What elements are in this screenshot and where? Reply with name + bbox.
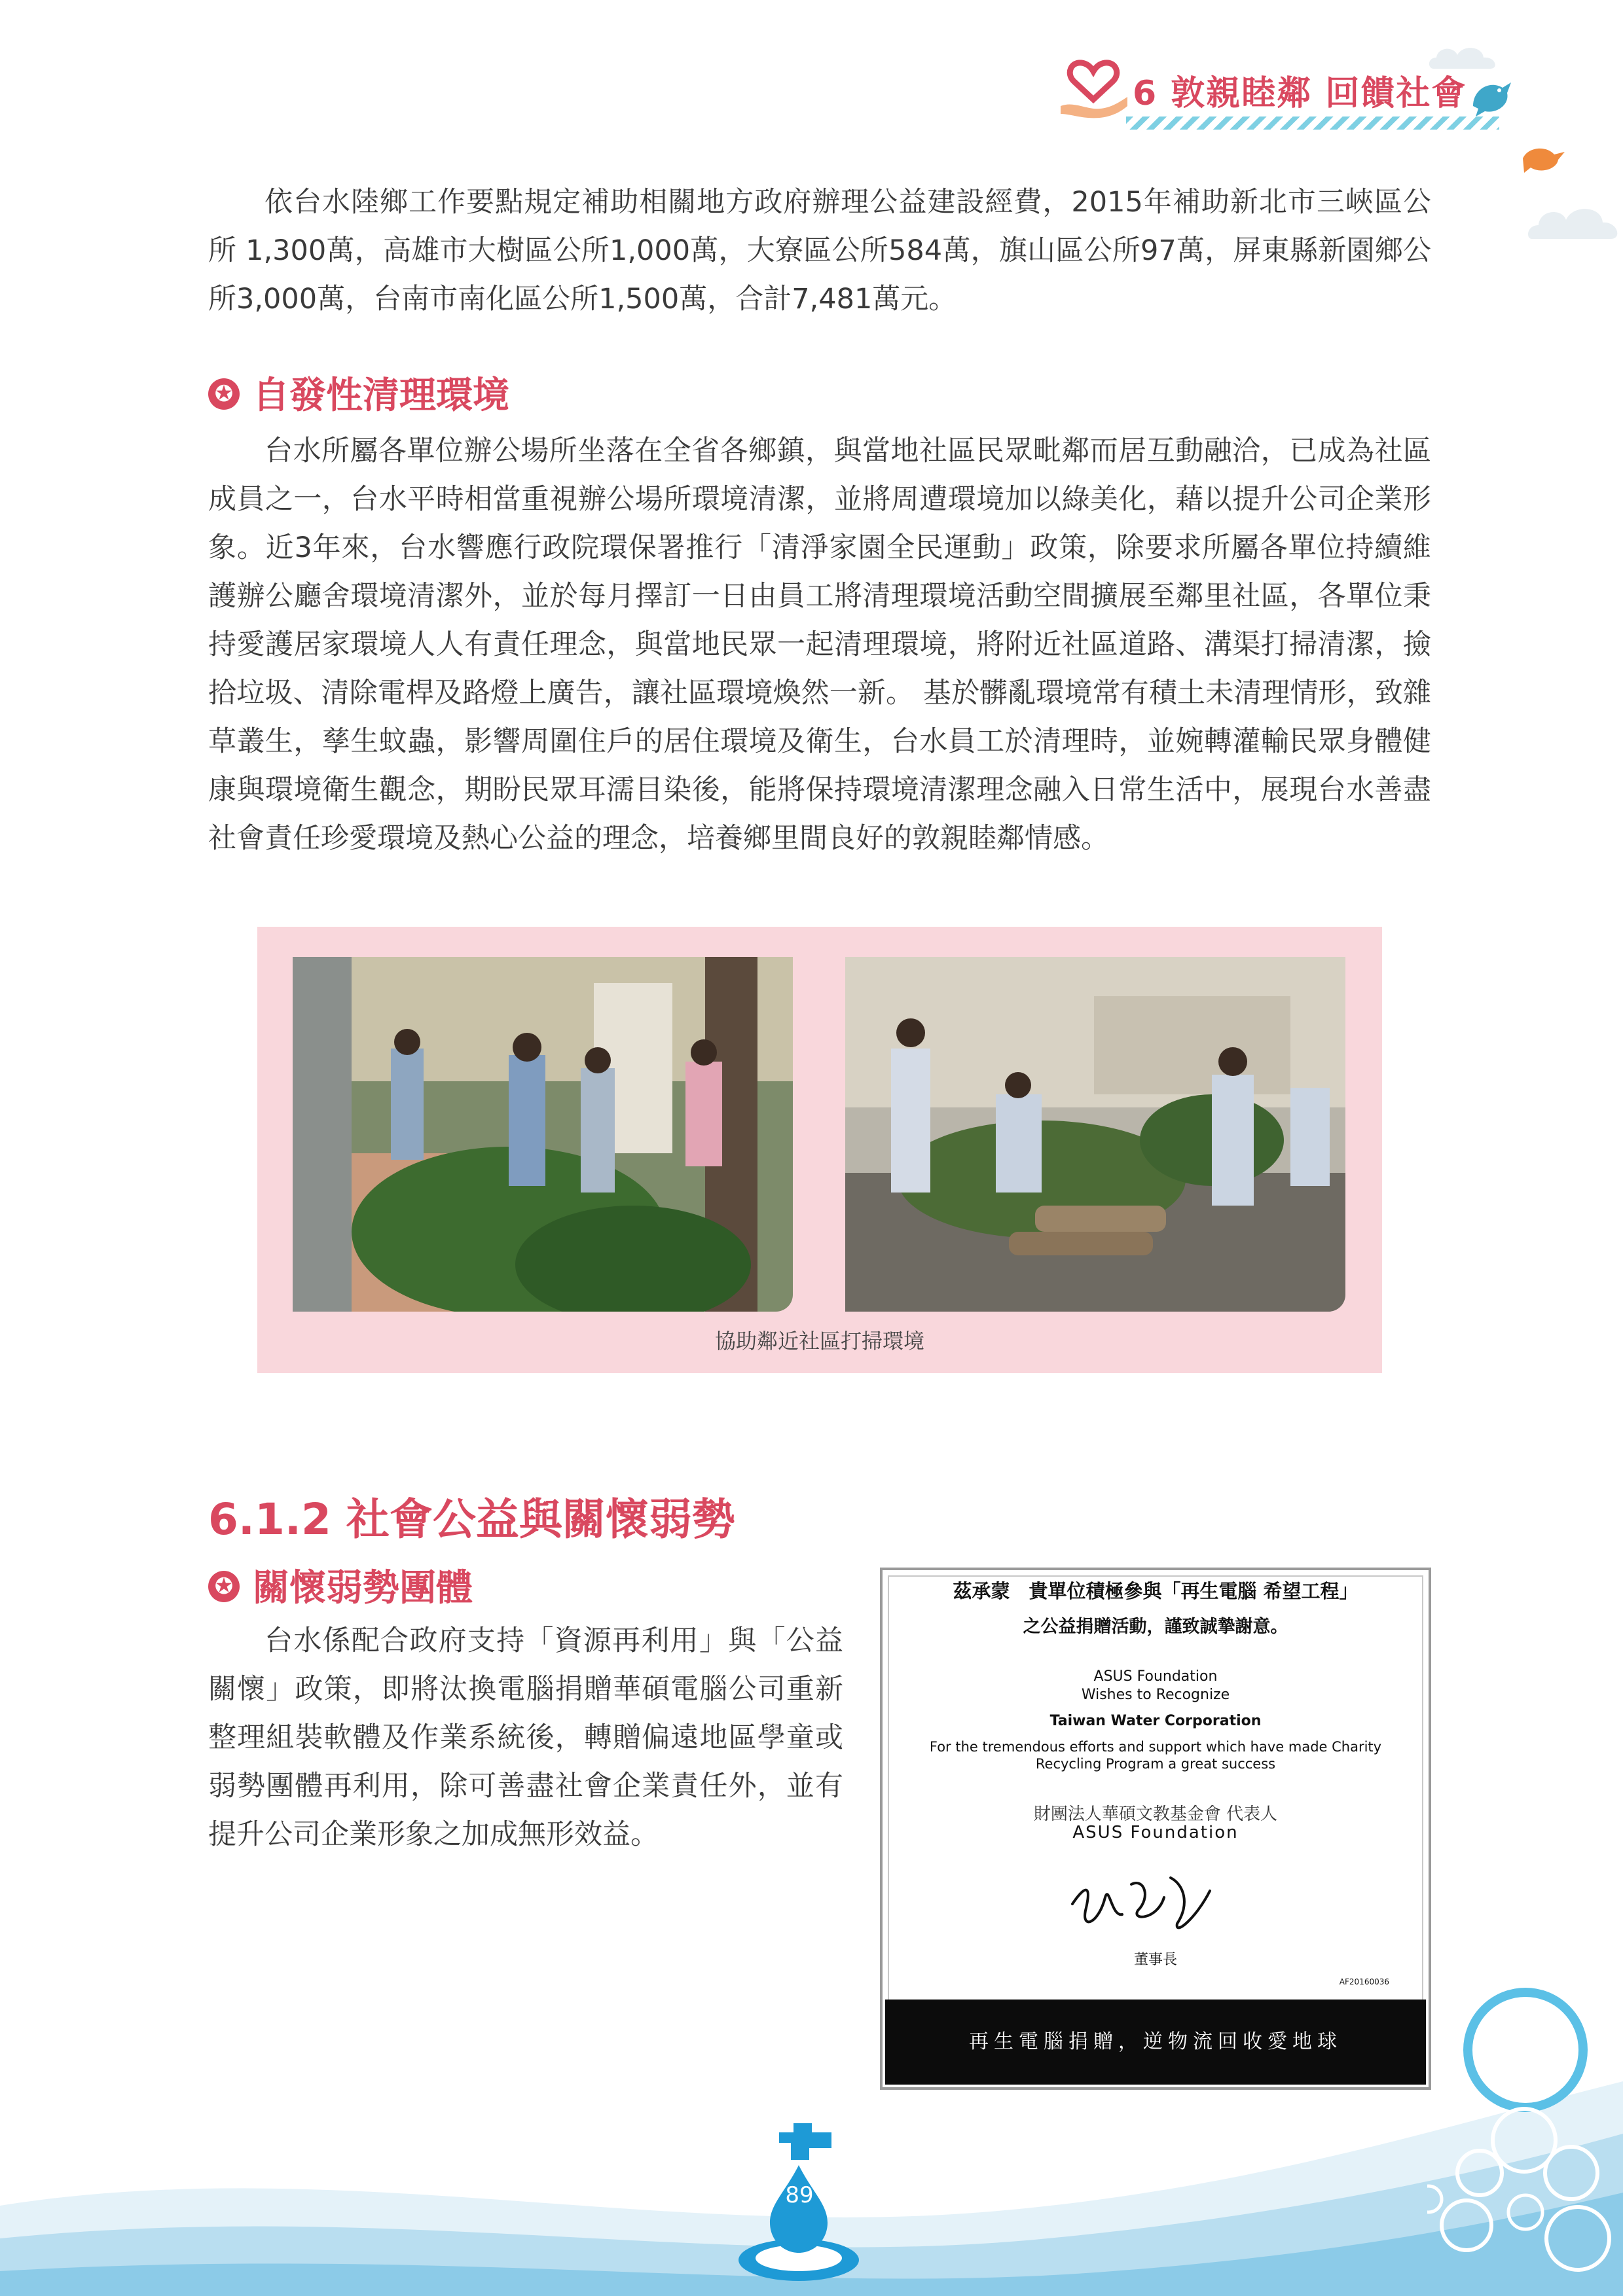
page-number: 89 [785,2182,814,2208]
orange-bird-icon [1518,139,1570,178]
blue-bird-icon [1467,73,1519,119]
cert-en-4: For the tremendous efforts and support which have made Charity [929,1739,1382,1755]
photo-clearing-logs [845,957,1345,1312]
cert-zh-org: 財團法人華碩文教基金會 代表人 [1033,1804,1278,1824]
cloud-icon [1427,39,1506,72]
chapter-title: 6 敦親睦鄰 回饋社會 [1133,74,1467,113]
cert-en-org: ASUS Foundation [1072,1823,1239,1842]
cert-en-1: ASUS Foundation [1093,1668,1218,1685]
photo-panel [257,927,1382,1373]
paragraph-cleanup: 台水所屬各單位辦公場所坐落在全省各鄉鎮，與當地社區民眾毗鄰而居互動融洽，已成為社區成員之一，台水平時相當重視辦公場所環境清潔，並將周遭環境加以綠美化，藉以提升公司企業形象。近3年來，台水響應行政院環保署推行「清淨家園全民運動」政策，除要求所屬各單位持續維護辦公廳舍環境清潔外，並於每月擇訂一日由員工將清理環境活動空間擴展至鄰里社區，各單位秉持愛護居家環境人人有責任理念，與當地民眾一起清理環境，將附近社區道路、溝渠打掃清潔，撿拾垃圾、清除電桿及路燈上廣告，讓社區環境煥然一新。 基於髒亂環境常有積土未清理情形，致雜草叢生，孳生蚊蟲，影響周圍住戶的居住環境及衛生，台水員工於清理時，並婉轉灌輸民眾身體健康與環境衛生觀念，期盼民眾耳濡目染後，能將保持環境清潔理念融入日常生活中，展現台水善盡社會責任珍愛環境及熱心公益的理念，培養鄉里間良好的敦親睦鄰情感。 [208,435,1431,855]
photo-street-sweeping [293,957,793,1312]
paragraph-subsidy: 依台水陸鄉工作要點規定補助相關地方政府辦理公益建設經費，2015年補助新北市三峽區公所 1,300萬，高雄市大樹區公所1,000萬，大寮區公所584萬，旗山區公所97萬，屏東縣新園鄉公所3,000萬，台南市南化區公所1,500萬，合計7,481萬元。 [208,186,1431,315]
cert-line-1: 茲承蒙 貴單位積極參與「再生電腦 希望工程」 [953,1580,1359,1602]
certificate-image [880,1568,1431,2090]
cert-code: AF20160036 [1339,1977,1389,1986]
cert-en-5: Recycling Program a great success [1035,1756,1276,1772]
star-icon: ✪ [208,378,240,410]
cert-line-2: 之公益捐贈活動，謹致誠摯謝意。 [1023,1617,1288,1637]
photo-caption: 協助鄰近社區打掃環境 [714,1329,924,1354]
heading-environment-cleanup [208,367,509,419]
paragraph-computer-donation: 台水係配合政府支持「資源再利用」與「公益關懷」政策，即將汰換電腦捐贈華碩電腦公司重新整理組裝軟體及作業系統後，轉贈偏遠地區學童或弱勢團體再利用，除可善盡社會企業責任外，並有提升公司企業形象之加成無形效益。 [208,1624,843,1851]
heart-hand-icon [1054,54,1133,126]
signature [1059,1858,1230,1943]
heading-text: 自發性清理環境 [253,374,509,417]
cert-en-3: Taiwan Water Corporation [1049,1713,1262,1729]
section-title: 6.1.2 社會公益與關懷弱勢 [208,1494,735,1545]
header-stripe [1126,117,1499,130]
heading-text: 關懷弱勢團體 [253,1567,473,1609]
cert-title: 董事長 [1133,1952,1177,1968]
star-icon: ✪ [208,1571,240,1602]
heading-care-vulnerable [208,1559,473,1611]
cloud-icon [1525,196,1623,242]
bubbles-icon [1427,1977,1623,2296]
cert-bottom-bar: 再生電腦捐贈，逆物流回收愛地球 [885,2000,1426,2085]
cert-en-2: Wishes to Recognize [1081,1687,1230,1703]
